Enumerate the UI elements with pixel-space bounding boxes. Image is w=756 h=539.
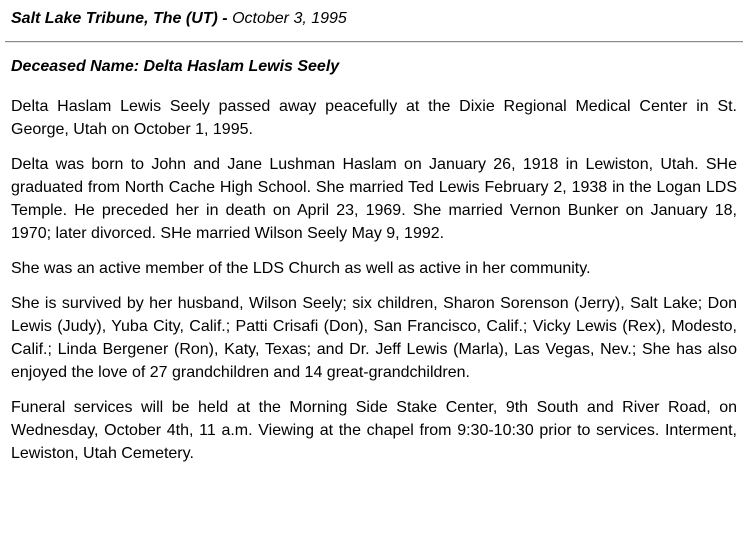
publication-date: October 3, 1995 — [232, 10, 347, 27]
header-divider — [5, 41, 743, 43]
paragraph-passing: Delta Haslam Lewis Seely passed away peacefully at the Dixie Regional Medical Center in St. George, Utah on October 1, 1995. — [11, 98, 737, 138]
deceased-name-heading: Deceased Name: Delta Haslam Lewis Seely — [11, 58, 340, 75]
paragraph-survivors: She is survived by her husband, Wilson Seely; six children, Sharon Sorenson (Jerry), Salt Lake; Don Lewis (Judy), Yuba City, Calif.; Patti Crisafi (Don), San Francisco, Calif.; Vicky Lewis (Rex), Modesto, Calif.; Linda Bergener (Ron), Katy, Texas; and Dr. Jeff Lewis (Marla), Las Vegas, Nev.; She has also enjoyed the love of 27 grandchildren and 14 great-grandchildren. — [11, 295, 737, 381]
obituary-content — [11, 57, 737, 477]
paragraph-biography: Delta was born to John and Jane Lushman Haslam on January 26, 1918 in Lewiston, Utah. SHe graduated from North Cache High School. She married Ted Lewis February 2, 1938 in the Logan LDS Temple. He preceded her in death on April 23, 1969. She married Vernon Bunker on January 18, 1970; later divorced. SHe married Wilson Seely May 9, 1992. — [11, 156, 737, 242]
publication-header — [11, 9, 347, 29]
paragraph-church: She was an active member of the LDS Church as well as active in her community. — [11, 260, 591, 277]
paragraph-services: Funeral services will be held at the Morning Side Stake Center, 9th South and River Road, on Wednesday, October 4th, 11 a.m. Viewing at the chapel from 9:30-10:30 prior to services. Interment, Lewiston, Utah Cemetery. — [11, 399, 737, 462]
header-separator: - — [222, 10, 228, 27]
publication-source: Salt Lake Tribune, The (UT) — [11, 10, 218, 27]
